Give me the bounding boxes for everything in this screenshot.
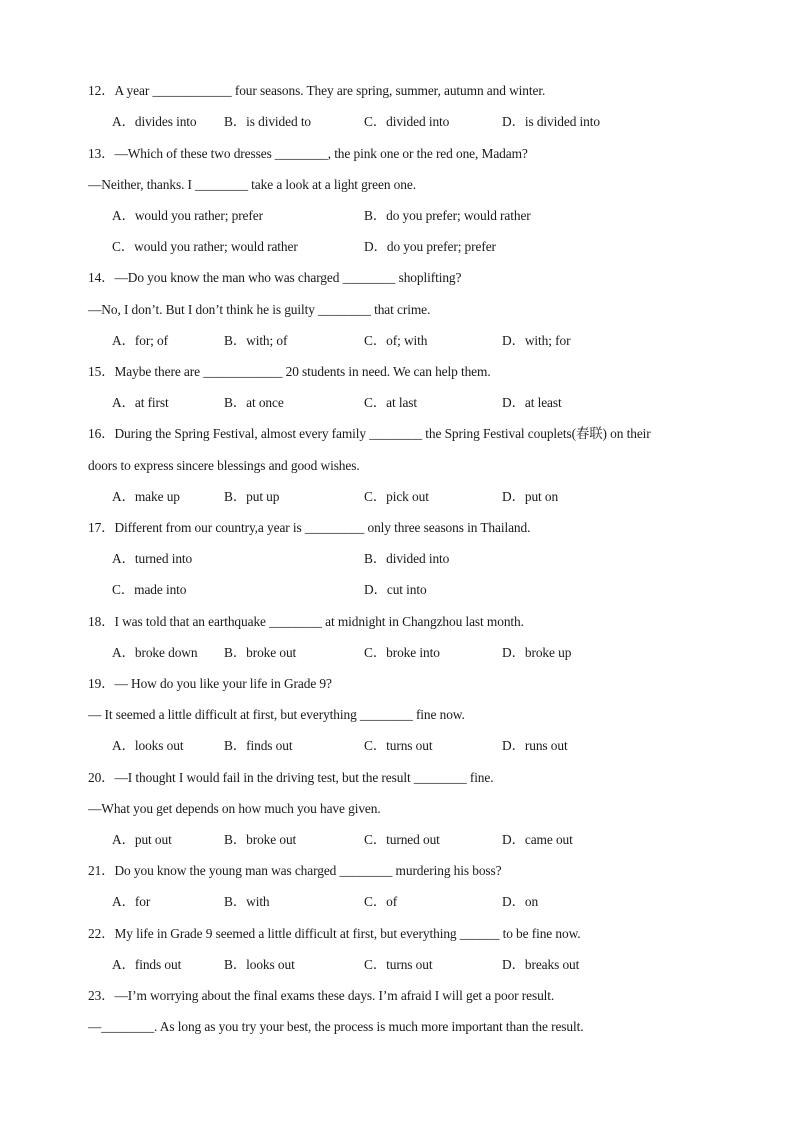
question-14-option-c: C．of; with (364, 333, 428, 348)
question-15-option-a: A．at first (112, 395, 169, 410)
question-22-option-a: A．finds out (112, 957, 182, 972)
question-21-option-b: B．with (224, 894, 270, 909)
question-23-stem: 23．—I’m worrying about the final exams these days. I’m afraid I will get a poor result. (88, 988, 555, 1003)
question-16-option-a: A．make up (112, 489, 180, 504)
question-22-option-c: C．turns out (364, 957, 433, 972)
question-20-option-b: B．broke out (224, 832, 297, 847)
question-12-option-c: C．divided into (364, 114, 450, 129)
question-15-option-c: C．at last (364, 395, 418, 410)
question-19-stem: 19．— How do you like your life in Grade 9? (88, 676, 332, 691)
question-20-option-c: C．turned out (364, 832, 440, 847)
question-12-option-d: D．is divided into (502, 114, 600, 129)
question-16-stem: 16．During the Spring Festival, almost every family ________ the Spring Festival couplets(春联) on their (88, 426, 651, 441)
question-17-option-c: C．made into (112, 582, 187, 597)
question-17-option-b: B．divided into (364, 551, 450, 566)
question-15-option-d: D．at least (502, 395, 562, 410)
question-13-stem: 13．—Which of these two dresses ________, the pink one or the red one, Madam? (88, 146, 528, 161)
question-15-option-b: B．at once (224, 395, 284, 410)
question-21-option-c: C．of (364, 894, 398, 909)
question-20-option-d: D．came out (502, 832, 573, 847)
question-13-option-b: B．do you prefer; would rather (364, 208, 531, 223)
question-16-option-c: C．pick out (364, 489, 429, 504)
question-14-option-a: A．for; of (112, 333, 168, 348)
question-21-option-a: A．for (112, 894, 151, 909)
question-16-option-b: B．put up (224, 489, 280, 504)
question-18-option-b: B．broke out (224, 645, 297, 660)
question-14-option-b: B．with; of (224, 333, 288, 348)
question-17-option-d: D．cut into (364, 582, 427, 597)
question-18-option-d: D．broke up (502, 645, 572, 660)
question-14-stem: 14．—Do you know the man who was charged ________ shoplifting? (88, 270, 462, 285)
question-13-option-d: D．do you prefer; prefer (364, 239, 496, 254)
question-23-stem-line2: —________. As long as you try your best, the process is much more important than the result. (88, 1019, 584, 1034)
question-13-stem-line2: —Neither, thanks. I ________ take a look at a light green one. (88, 177, 416, 192)
question-19-stem-line2: — It seemed a little difficult at first, but everything ________ fine now. (88, 707, 465, 722)
question-14-stem-line2: —No, I don’t. But I don’t think he is guilty ________ that crime. (88, 302, 431, 317)
question-19-option-c: C．turns out (364, 738, 433, 753)
question-18-option-c: C．broke into (364, 645, 440, 660)
question-22-option-b: B．looks out (224, 957, 295, 972)
question-19-option-d: D．runs out (502, 738, 568, 753)
question-19-option-b: B．finds out (224, 738, 293, 753)
question-12-option-b: B．is divided to (224, 114, 312, 129)
question-21-stem: 21．Do you know the young man was charged ________ murdering his boss? (88, 863, 502, 878)
question-20-stem: 20．—I thought I would fail in the driving test, but the result ________ fine. (88, 770, 494, 785)
question-16-stem-line2: doors to express sincere blessings and good wishes. (88, 458, 360, 473)
question-21-option-d: D．on (502, 894, 539, 909)
question-15-stem: 15．Maybe there are ____________ 20 students in need. We can help them. (88, 364, 491, 379)
question-14-option-d: D．with; for (502, 333, 571, 348)
question-12-stem: 12．A year ____________ four seasons. They are spring, summer, autumn and winter. (88, 83, 546, 98)
question-19-option-a: A．looks out (112, 738, 184, 753)
question-16-option-d: D．put on (502, 489, 559, 504)
question-22-stem: 22．My life in Grade 9 seemed a little difficult at first, but everything ______ to be fine now. (88, 926, 581, 941)
question-18-stem: 18．I was told that an earthquake ________ at midnight in Changzhou last month. (88, 614, 524, 629)
question-12-option-a: A．divides into (112, 114, 197, 129)
question-20-option-a: A．put out (112, 832, 172, 847)
question-13-option-c: C．would you rather; would rather (112, 239, 298, 254)
question-13-option-a: A．would you rather; prefer (112, 208, 263, 223)
question-20-stem-line2: —What you get depends on how much you have given. (88, 801, 381, 816)
question-22-option-d: D．breaks out (502, 957, 580, 972)
question-18-option-a: A．broke down (112, 645, 198, 660)
question-17-stem: 17．Different from our country,a year is _________ only three seasons in Thailand. (88, 520, 531, 535)
question-17-option-a: A．turned into (112, 551, 193, 566)
